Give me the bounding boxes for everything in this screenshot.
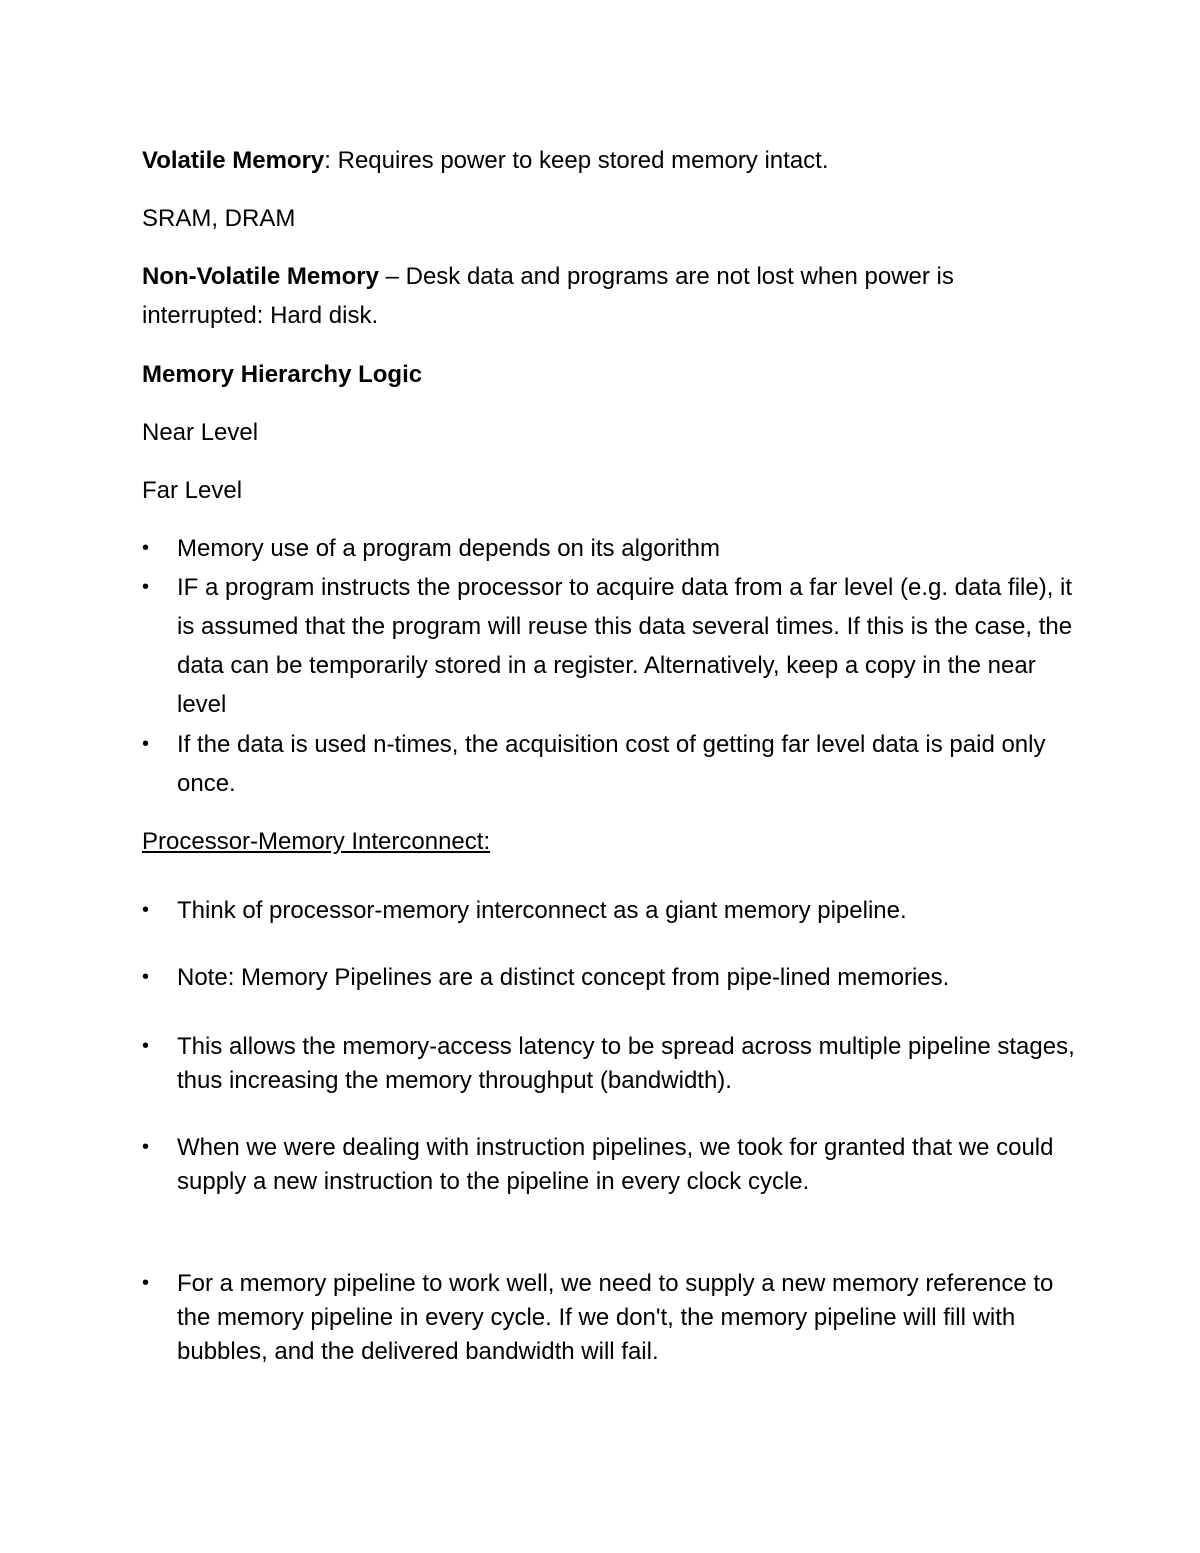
interconnect-bullet-5: For a memory pipeline to work well, we need to supply a new memory reference to the memory pipeline in every cycle. If we don't, the memory pipeline will fill with bubbles, and the delivered bandwidth will fail. — [177, 1270, 1054, 1365]
bullet-glyph: • — [142, 1035, 150, 1057]
nonvolatile-memory-term: Non-Volatile Memory — [142, 263, 379, 290]
nonvolatile-memory-line-2: interrupted: Hard disk. — [142, 302, 379, 329]
volatile-memory-term: Volatile Memory — [142, 147, 325, 174]
nonvolatile-memory-definition: – Desk data and programs are not lost when power is — [378, 263, 954, 290]
bullet-glyph: • — [142, 1136, 150, 1158]
hierarchy-bullet-2: IF a program instructs the processor to acquire data from a far level (e.g. data file), it is assumed that the program will reuse this data several times. If this is the case, the data can be temporarily stored in a register. Alternatively, keep a copy in the near level — [177, 574, 1073, 718]
bullet-glyph: • — [142, 1272, 150, 1294]
near-level-label: Near Level — [142, 419, 259, 446]
hierarchy-heading: Memory Hierarchy Logic — [142, 361, 423, 388]
memory-examples: SRAM, DRAM — [142, 205, 296, 232]
interconnect-bullet-4: When we were dealing with instruction pipelines, we took for granted that we could supply a new instruction to the pipeline in every clock cycle. — [177, 1134, 1054, 1195]
far-level-label: Far Level — [142, 477, 243, 504]
hierarchy-bullet-1: Memory use of a program depends on its algorithm — [177, 535, 720, 562]
interconnect-bullet-1: Think of processor-memory interconnect as a giant memory pipeline. — [177, 897, 907, 924]
hierarchy-bullet-3: If the data is used n-times, the acquisition cost of getting far level data is paid only once. — [177, 731, 1046, 797]
interconnect-heading: Processor-Memory Interconnect: — [142, 828, 491, 855]
bullet-glyph: • — [142, 733, 150, 755]
bullet-glyph: • — [142, 576, 150, 598]
volatile-memory-definition: : Requires power to keep stored memory intact. — [324, 147, 829, 174]
interconnect-bullet-3: This allows the memory-access latency to be spread across multiple pipeline stages, thus increasing the memory throughput (bandwidth). — [177, 1033, 1075, 1094]
nonvolatile-memory-line — [142, 257, 954, 296]
bullet-glyph: • — [142, 537, 150, 559]
interconnect-bullet-2: Note: Memory Pipelines are a distinct concept from pipe-lined memories. — [177, 964, 950, 991]
volatile-memory-line — [142, 141, 829, 180]
bullet-glyph: • — [142, 966, 150, 988]
bullet-glyph: • — [142, 899, 150, 921]
